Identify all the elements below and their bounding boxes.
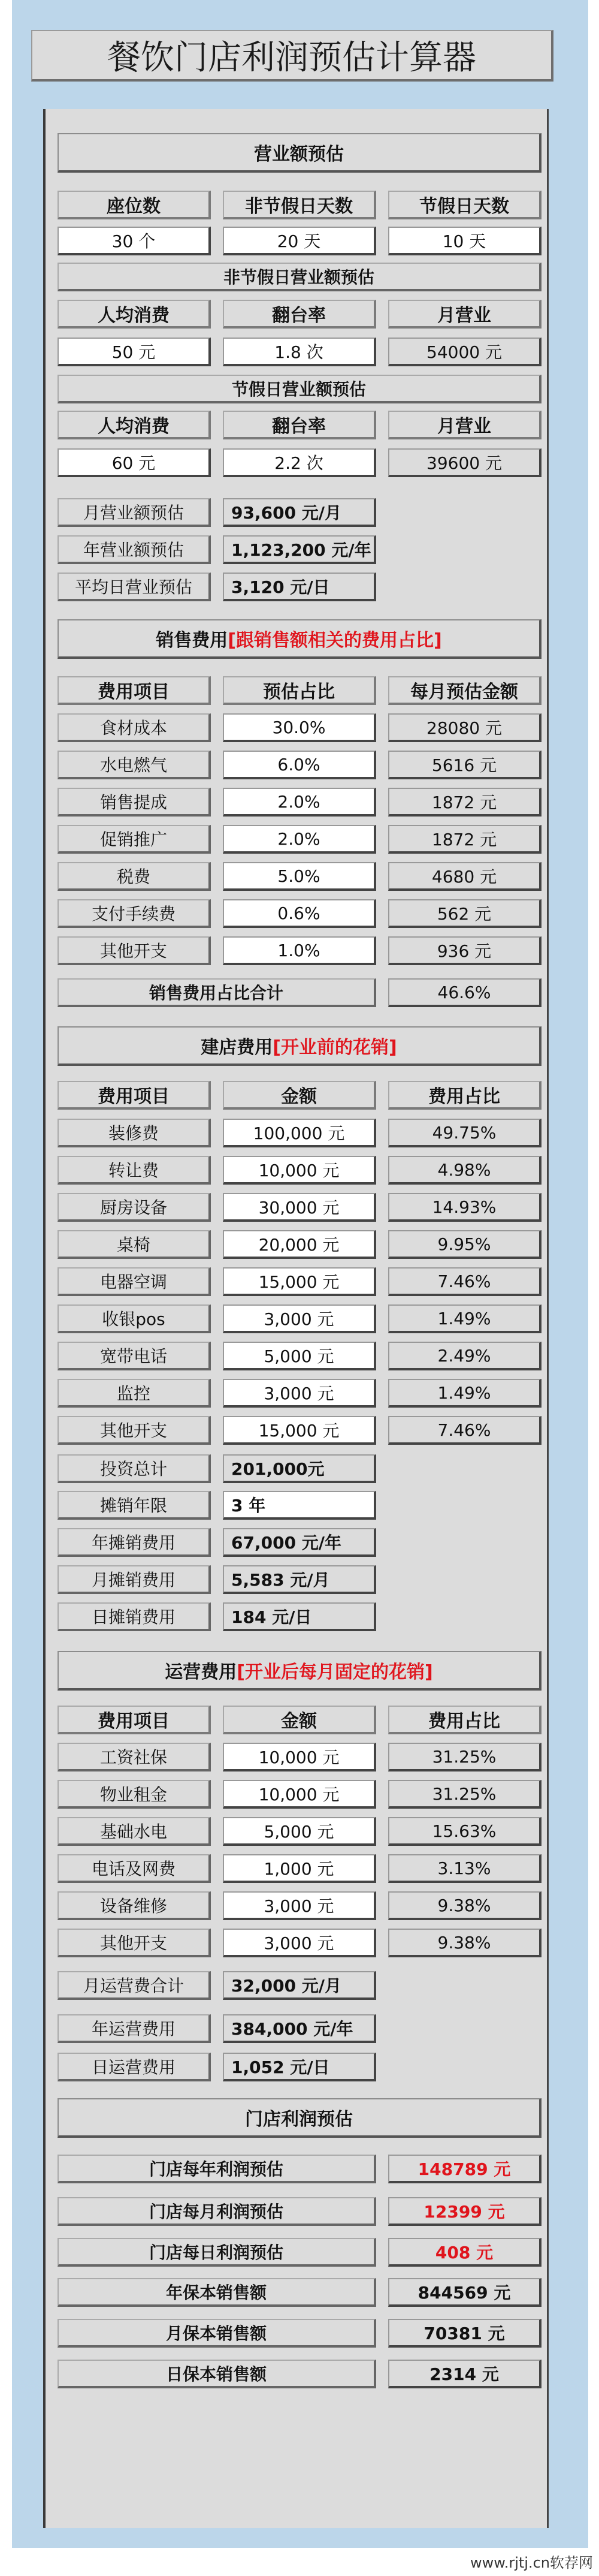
build-summary-label: 投资总计	[58, 1454, 211, 1483]
build-header: 费用占比	[388, 1081, 541, 1110]
revenue-header: 座位数	[58, 191, 211, 219]
operating-item-label: 电话及网费	[58, 1854, 211, 1883]
section-revenue-title: 营业额预估	[58, 133, 541, 173]
operating-amount-input[interactable]: 5,000 元	[223, 1817, 376, 1846]
profit-label: 日保本销售额	[58, 2360, 376, 2388]
build-summary-label: 摊销年限	[58, 1491, 211, 1520]
amortize-years-input[interactable]: 3 年	[223, 1491, 376, 1520]
sales-total-value: 46.6%	[388, 978, 541, 1007]
build-item-label: 转让费	[58, 1156, 211, 1185]
build-summary-value: 5,583 元/月	[223, 1565, 376, 1594]
section-build-title-note: [开业前的花销]	[273, 1037, 397, 1058]
operating-amount-input[interactable]: 10,000 元	[223, 1780, 376, 1809]
build-amount-input[interactable]: 15,000 元	[223, 1416, 376, 1445]
sales-item-label: 销售提成	[58, 788, 211, 817]
seat-count-input[interactable]: 30 个	[58, 227, 211, 255]
build-item-label: 装修费	[58, 1119, 211, 1147]
build-summary-value: 67,000 元/年	[223, 1528, 376, 1557]
weekday-spend-input[interactable]: 50 元	[58, 338, 211, 366]
revenue-summary-value: 3,120 元/日	[223, 573, 376, 601]
holiday-spend-input[interactable]: 60 元	[58, 448, 211, 477]
sales-amount-value: 28080 元	[388, 713, 541, 742]
build-amount-input[interactable]: 20,000 元	[223, 1230, 376, 1259]
section-operating-title-note: [开业后每月固定的花销]	[237, 1662, 433, 1683]
build-amount-input[interactable]: 10,000 元	[223, 1156, 376, 1185]
operating-summary-label: 年运营费用	[58, 2014, 211, 2043]
operating-pct-value: 3.13%	[388, 1854, 541, 1883]
profit-label: 门店每年利润预估	[58, 2155, 376, 2183]
sales-amount-value: 4680 元	[388, 862, 541, 891]
build-pct-value: 1.49%	[388, 1304, 541, 1333]
operating-summary-value: 32,000 元/月	[223, 1971, 376, 2000]
build-pct-value: 4.98%	[388, 1156, 541, 1185]
weekday-days-input[interactable]: 20 天	[223, 227, 376, 255]
section-sales-title-main: 销售费用	[156, 630, 228, 651]
build-pct-value: 14.93%	[388, 1193, 541, 1222]
sales-amount-value: 5616 元	[388, 751, 541, 779]
holiday-days-input[interactable]: 10 天	[388, 227, 541, 255]
build-summary-value: 184 元/日	[223, 1602, 376, 1631]
revenue-summary-value: 93,600 元/月	[223, 498, 376, 527]
build-item-label: 监控	[58, 1379, 211, 1408]
build-pct-value: 1.49%	[388, 1379, 541, 1408]
build-summary-value: 201,000元	[223, 1454, 376, 1483]
build-pct-value: 9.95%	[388, 1230, 541, 1259]
operating-summary-label: 月运营费合计	[58, 1971, 211, 2000]
build-amount-input[interactable]: 30,000 元	[223, 1193, 376, 1222]
profit-value: 148789 元	[388, 2155, 541, 2183]
sales-header: 费用项目	[58, 676, 211, 705]
operating-amount-input[interactable]: 10,000 元	[223, 1743, 376, 1771]
operating-header: 金额	[223, 1706, 376, 1734]
build-item-label: 桌椅	[58, 1230, 211, 1259]
build-item-label: 电器空调	[58, 1267, 211, 1296]
operating-amount-input[interactable]: 3,000 元	[223, 1929, 376, 1957]
build-summary-label: 日摊销费用	[58, 1602, 211, 1631]
sales-amount-value: 1872 元	[388, 825, 541, 854]
build-item-label: 收银pos	[58, 1304, 211, 1333]
operating-item-label: 其他开支	[58, 1929, 211, 1957]
build-item-label: 其他开支	[58, 1416, 211, 1445]
profit-label: 门店每月利润预估	[58, 2197, 376, 2226]
build-item-label: 厨房设备	[58, 1193, 211, 1222]
build-pct-value: 2.49%	[388, 1342, 541, 1370]
weekday-header: 人均消费	[58, 300, 211, 329]
sales-pct-input[interactable]: 30.0%	[223, 713, 376, 742]
revenue-summary-label: 月营业额预估	[58, 498, 211, 527]
operating-pct-value: 31.25%	[388, 1743, 541, 1771]
operating-summary-value: 1,052 元/日	[223, 2053, 376, 2081]
operating-header: 费用项目	[58, 1706, 211, 1734]
weekday-monthly-value: 54000 元	[388, 338, 541, 366]
build-item-label: 宽带电话	[58, 1342, 211, 1370]
build-pct-value: 7.46%	[388, 1416, 541, 1445]
profit-label: 月保本销售额	[58, 2319, 376, 2348]
page-title: 餐饮门店利润预估计算器	[31, 30, 553, 82]
holiday-header: 翻台率	[223, 411, 376, 439]
operating-summary-label: 日运营费用	[58, 2053, 211, 2081]
operating-pct-value: 31.25%	[388, 1780, 541, 1809]
sales-item-label: 支付手续费	[58, 899, 211, 928]
build-pct-value: 49.75%	[388, 1119, 541, 1147]
build-header: 金额	[223, 1081, 376, 1110]
section-sales-title	[58, 619, 541, 659]
operating-item-label: 物业租金	[58, 1780, 211, 1809]
section-sales-title-note: [跟销售额相关的费用占比]	[228, 630, 442, 651]
operating-pct-value: 9.38%	[388, 1929, 541, 1957]
profit-value: 70381 元	[388, 2319, 541, 2348]
operating-item-label: 基础水电	[58, 1817, 211, 1846]
profit-value: 2314 元	[388, 2360, 541, 2388]
holiday-monthly-value: 39600 元	[388, 448, 541, 477]
sales-total-label: 销售费用占比合计	[58, 978, 376, 1007]
operating-amount-input[interactable]: 3,000 元	[223, 1891, 376, 1920]
build-amount-input[interactable]: 100,000 元	[223, 1119, 376, 1147]
revenue-summary-label: 年营业额预估	[58, 535, 211, 564]
profit-value: 12399 元	[388, 2197, 541, 2226]
sales-item-label: 其他开支	[58, 936, 211, 965]
revenue-summary-label: 平均日营业预估	[58, 573, 211, 601]
profit-label: 门店每日利润预估	[58, 2238, 376, 2267]
sales-pct-input[interactable]: 2.0%	[223, 788, 376, 817]
operating-header: 费用占比	[388, 1706, 541, 1734]
operating-summary-value: 384,000 元/年	[223, 2014, 376, 2043]
weekday-header: 月营业	[388, 300, 541, 329]
sales-item-label: 水电燃气	[58, 751, 211, 779]
revenue-header: 节假日天数	[388, 191, 541, 219]
sales-pct-input[interactable]: 6.0%	[223, 751, 376, 779]
sales-pct-input[interactable]: 2.0%	[223, 825, 376, 854]
sales-header: 每月预估金额	[388, 676, 541, 705]
build-summary-label: 月摊销费用	[58, 1565, 211, 1594]
holiday-turnover-input[interactable]: 2.2 次	[223, 448, 376, 477]
sales-amount-value: 1872 元	[388, 788, 541, 817]
holiday-header: 人均消费	[58, 411, 211, 439]
sales-item-label: 食材成本	[58, 713, 211, 742]
section-operating-title-main: 运营费用	[165, 1662, 237, 1683]
sales-amount-value: 562 元	[388, 899, 541, 928]
sales-header: 预估占比	[223, 676, 376, 705]
build-header: 费用项目	[58, 1081, 211, 1110]
operating-pct-value: 15.63%	[388, 1817, 541, 1846]
operating-pct-value: 9.38%	[388, 1891, 541, 1920]
operating-item-label: 工资社保	[58, 1743, 211, 1771]
profit-label: 年保本销售额	[58, 2278, 376, 2307]
holiday-subtitle: 节假日营业额预估	[58, 375, 541, 403]
build-summary-label: 年摊销费用	[58, 1528, 211, 1557]
weekday-turnover-input[interactable]: 1.8 次	[223, 338, 376, 366]
profit-value: 844569 元	[388, 2278, 541, 2307]
build-amount-input[interactable]: 5,000 元	[223, 1342, 376, 1370]
sales-amount-value: 936 元	[388, 936, 541, 965]
build-pct-value: 7.46%	[388, 1267, 541, 1296]
revenue-summary-value: 1,123,200 元/年	[223, 535, 376, 564]
sales-pct-input[interactable]: 1.0%	[223, 936, 376, 965]
sales-pct-input[interactable]: 0.6%	[223, 899, 376, 928]
holiday-header: 月营业	[388, 411, 541, 439]
operating-amount-input[interactable]: 1,000 元	[223, 1854, 376, 1883]
sales-pct-input[interactable]: 5.0%	[223, 862, 376, 891]
profit-value: 408 元	[388, 2238, 541, 2267]
section-build-title-main: 建店费用	[201, 1037, 273, 1058]
build-amount-input[interactable]: 15,000 元	[223, 1267, 376, 1296]
sales-item-label: 促销推广	[58, 825, 211, 854]
revenue-header: 非节假日天数	[223, 191, 376, 219]
section-build-title	[58, 1026, 541, 1066]
build-amount-input[interactable]: 3,000 元	[223, 1304, 376, 1333]
sales-item-label: 税费	[58, 862, 211, 891]
operating-item-label: 设备维修	[58, 1891, 211, 1920]
build-amount-input[interactable]: 3,000 元	[223, 1379, 376, 1408]
footer-watermark: www.rjtj.cn软荐网	[470, 2554, 593, 2571]
section-profit-title: 门店利润预估	[58, 2098, 541, 2138]
weekday-header: 翻台率	[223, 300, 376, 329]
section-operating-title	[58, 1651, 541, 1691]
weekday-subtitle: 非节假日营业额预估	[58, 263, 541, 291]
